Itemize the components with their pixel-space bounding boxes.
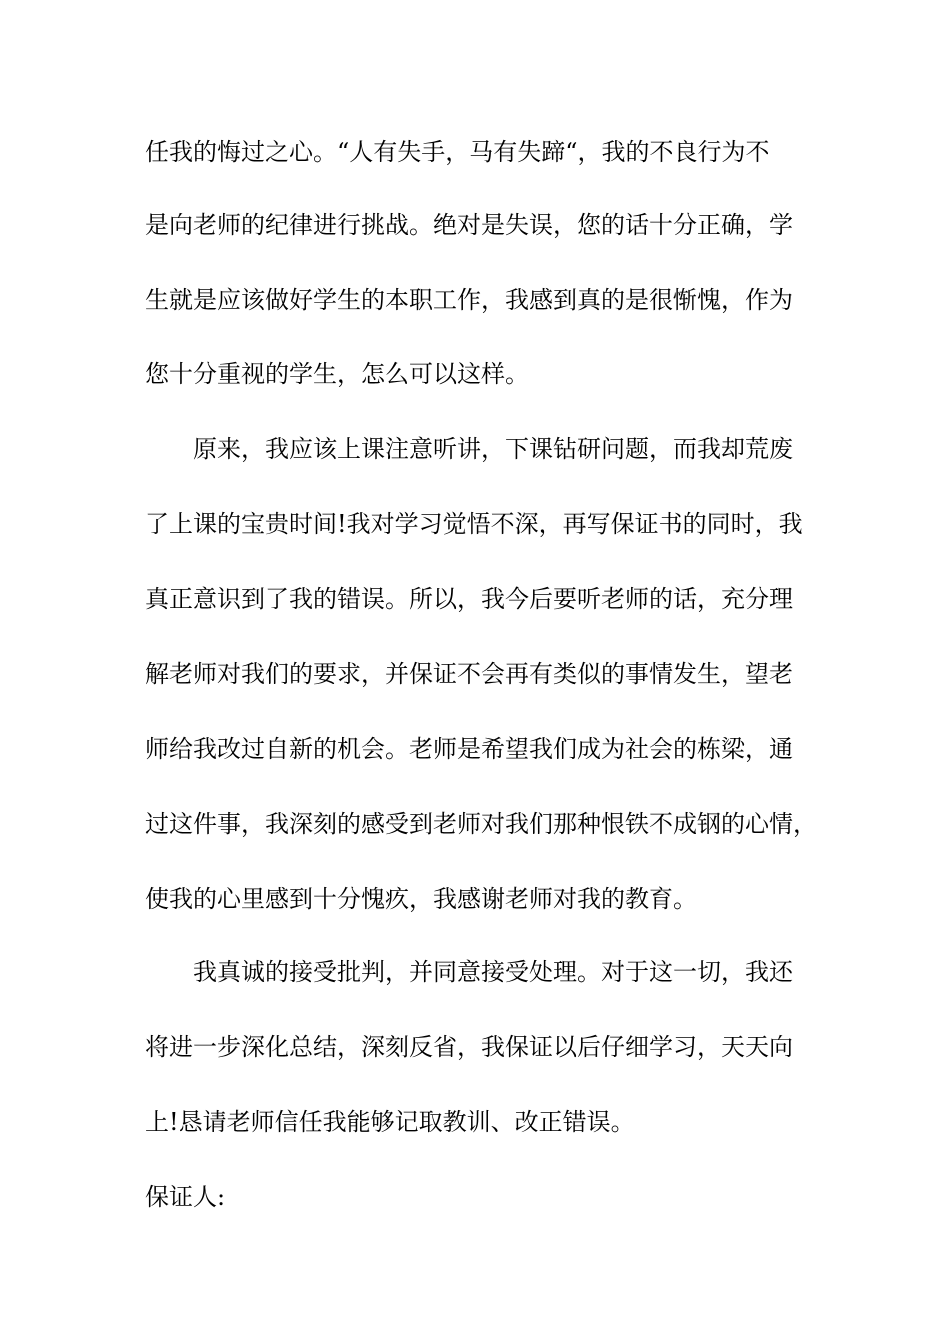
paragraph-line: 解老师对我们的要求，并保证不会再有类似的事情发生，望老 xyxy=(145,660,793,688)
signature-label: 保证人: xyxy=(145,1183,226,1211)
paragraph-line: 您十分重视的学生，怎么可以这样。 xyxy=(145,360,529,388)
paragraph-line: 是向老师的纪律进行挑战。绝对是失误，您的话十分正确，学 xyxy=(145,211,793,239)
paragraph-line: 将进一步深化总结，深刻反省，我保证以后仔细学习，天天向 xyxy=(145,1033,793,1061)
paragraph-line: 我真诚的接受批判，并同意接受处理。对于这一切，我还 xyxy=(193,958,793,986)
paragraph-line: 上!恳请老师信任我能够记取教训、改正错误。 xyxy=(145,1108,635,1136)
paragraph-line: 真正意识到了我的错误。所以，我今后要听老师的话，充分理 xyxy=(145,585,793,613)
paragraph-line: 原来，我应该上课注意听讲，下课钻研问题，而我却荒废 xyxy=(193,435,793,463)
paragraph-line: 使我的心里感到十分愧疚，我感谢老师对我的教育。 xyxy=(145,885,697,913)
paragraph-line: 任我的悔过之心。“人有失手，马有失蹄“，我的不良行为不 xyxy=(145,138,770,166)
paragraph-line: 过这件事，我深刻的感受到老师对我们那种恨铁不成钢的心情， xyxy=(145,810,817,838)
paragraph-line: 了上课的宝贵时间!我对学习觉悟不深，再写保证书的同时，我 xyxy=(145,510,803,538)
paragraph-line: 师给我改过自新的机会。老师是希望我们成为社会的栋梁，通 xyxy=(145,735,793,763)
paragraph-line: 生就是应该做好学生的本职工作，我感到真的是很惭愧，作为 xyxy=(145,286,793,314)
